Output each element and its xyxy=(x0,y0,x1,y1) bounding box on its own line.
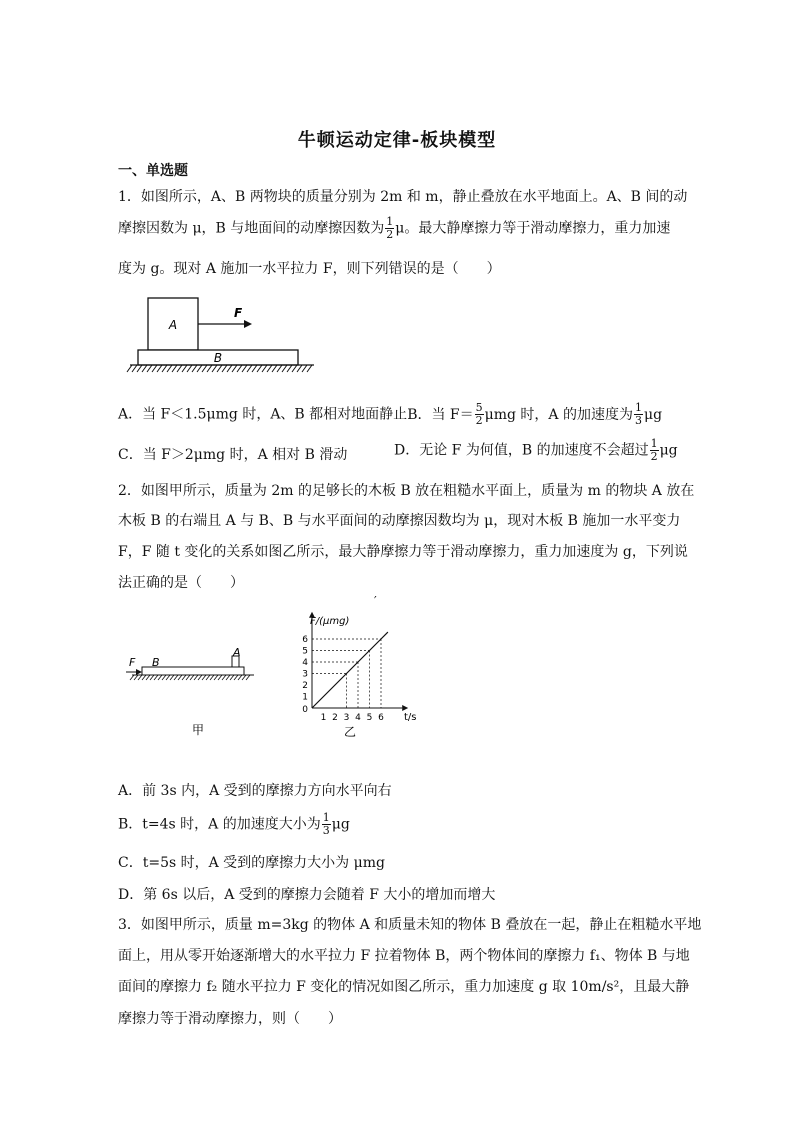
frac-den: 2 xyxy=(650,450,658,463)
q2-line-3: F，F 随 t 变化的关系如图乙所示，最大静摩擦力等于滑动摩擦力，重力加速度为 g，下列说 xyxy=(118,544,688,560)
hatch-stroke xyxy=(287,365,292,372)
hatch-stroke xyxy=(217,365,222,372)
x-tick-label: 4 xyxy=(355,713,361,723)
q2-line-1: 2．如图甲所示，质量为 2m 的足够长的木板 B 放在粗糙水平面上，质量为 m 的物块 A 放在 xyxy=(118,483,695,499)
fraction-half-d xyxy=(650,438,659,463)
q1-option-b xyxy=(407,401,663,427)
frac-den: 2 xyxy=(475,414,483,427)
q2-force-arrowhead xyxy=(136,669,142,675)
hatch-stroke xyxy=(138,675,142,680)
hatch-stroke xyxy=(222,365,227,372)
hatch-stroke xyxy=(130,675,134,680)
hatch-stroke xyxy=(154,675,158,680)
fraction-third xyxy=(634,402,643,427)
q3-line-2: 面上，用从零开始逐渐增大的水平拉力 F 拉着物体 B，两个物体间的摩擦力 f₁、物体 B 与地 xyxy=(118,948,690,964)
y-tick-label: 1 xyxy=(302,692,308,703)
q2-figure-yi-chart xyxy=(282,612,417,744)
hatch-stroke xyxy=(182,365,187,372)
hatch-stroke xyxy=(237,365,242,372)
q1-option-d-part2: μg xyxy=(659,442,678,459)
hatch-stroke xyxy=(202,675,206,680)
q1-line-1: 1．如图所示，A、B 两物块的质量分别为 2m 和 m，静止叠放在水平地面上。A、B 间的动 xyxy=(118,189,688,205)
hatch-stroke xyxy=(232,365,237,372)
y-tick-label: 4 xyxy=(302,658,308,668)
q1-figure xyxy=(124,292,324,382)
q2-block-a-label: A xyxy=(233,646,241,659)
frac-num: 1 xyxy=(322,811,330,824)
force-arrowhead xyxy=(244,320,252,328)
q2-option-c: C．t=5s 时，A 受到的摩擦力大小为 μmg xyxy=(118,855,385,871)
hatch-stroke xyxy=(166,675,170,680)
x-tick-label: 6 xyxy=(378,713,384,723)
x-tick-label: 3 xyxy=(343,713,350,723)
section-heading: 一、单选题 xyxy=(118,163,188,179)
q2-option-b-part2: μg xyxy=(331,816,350,833)
q1-option-b-part2: μmg 时，A 的加速度为 xyxy=(484,406,633,423)
hatch-stroke xyxy=(142,365,147,372)
y-tick-label: 2 xyxy=(302,681,308,691)
q2-force-label: F xyxy=(129,656,136,669)
hatch-stroke xyxy=(267,365,272,372)
force-label: F xyxy=(234,306,243,320)
q1-options-row-1 xyxy=(118,402,662,427)
frac-num: 1 xyxy=(650,437,658,450)
hatch-stroke xyxy=(158,675,162,680)
frac-num: 1 xyxy=(386,215,394,228)
hatch-stroke xyxy=(307,365,312,372)
y-tick-label: 5 xyxy=(302,646,308,657)
q1-line-2a: 摩擦因数为 μ，B 与地面间的动摩擦因数为 xyxy=(118,220,385,237)
hatch-stroke xyxy=(197,365,202,372)
hatch-stroke xyxy=(218,675,222,680)
hatch-stroke xyxy=(182,675,186,680)
x-tick-label: 5 xyxy=(366,713,373,723)
hatch-stroke xyxy=(242,675,246,680)
series-line xyxy=(312,632,388,708)
hatch-stroke xyxy=(177,365,182,372)
hatch-stroke xyxy=(162,675,166,680)
q2-option-b-part1: B．t=4s 时，A 的加速度大小为 xyxy=(118,816,321,833)
q2-ground-hatching xyxy=(130,675,250,680)
hatch-stroke xyxy=(214,675,218,680)
y-tick-label: 3 xyxy=(302,669,308,680)
q2-line-2: 木板 B 的右端且 A 与 B、B 与水平面间的动摩擦因数均为 μ，现对木板 B 施加一水平变力 xyxy=(118,513,681,529)
hatch-stroke xyxy=(257,365,262,372)
fig-caption-yi: 乙 xyxy=(343,725,357,739)
q2-board-b-label: B xyxy=(152,656,160,669)
hatch-stroke xyxy=(142,675,146,680)
q1-line-2 xyxy=(118,216,670,241)
fig-caption-jia: 甲 xyxy=(191,723,205,737)
fraction-half xyxy=(385,216,394,241)
q2-line-4: 法正确的是（ ） xyxy=(118,575,244,591)
q1-option-d-part1: D．无论 F 为何值，B 的加速度不会超过 xyxy=(394,442,649,459)
hatch-stroke xyxy=(198,675,202,680)
fraction-five-half xyxy=(475,402,484,427)
hatch-stroke xyxy=(252,365,257,372)
origin-label: 0 xyxy=(302,705,308,715)
hatch-stroke xyxy=(238,675,242,680)
x-tick-label: 1 xyxy=(320,713,327,723)
q2-option-a: A．前 3s 内，A 受到的摩擦力方向水平向右 xyxy=(118,783,392,799)
hatch-stroke xyxy=(167,365,172,372)
hatch-stroke xyxy=(227,365,232,372)
hatch-stroke xyxy=(246,675,250,680)
q1-option-c: C．当 F＞2μmg 时，A 相对 B 滑动 xyxy=(118,447,348,463)
board-b-label: B xyxy=(213,351,223,365)
frac-num: 5 xyxy=(475,401,483,414)
q1-line-3: 度为 g。现对 A 施加一水平拉力 F，则下列错误的是（ ） xyxy=(118,261,501,277)
page-title: 牛顿运动定律-板块模型 xyxy=(297,130,497,151)
hatch-stroke xyxy=(206,675,210,680)
x-axis-label: t/s xyxy=(403,712,417,723)
q3-line-3: 面间的摩擦力 f₂ 随水平拉力 F 变化的情况如图乙所示，重力加速度 g 取 10m/s²，且最大静 xyxy=(118,979,690,995)
ground-hatching xyxy=(127,365,312,372)
hatch-stroke xyxy=(234,675,238,680)
hatch-stroke xyxy=(146,675,150,680)
hatch-stroke xyxy=(230,675,234,680)
hatch-stroke xyxy=(170,675,174,680)
hatch-stroke xyxy=(292,365,297,372)
hatch-stroke xyxy=(226,675,230,680)
hatch-stroke xyxy=(210,675,214,680)
frac-num: 1 xyxy=(635,401,642,414)
hatch-stroke xyxy=(207,365,212,372)
q1-line-2b: μ。最大静摩擦力等于滑动摩擦力，重力加速 xyxy=(395,220,671,237)
frac-den: 3 xyxy=(635,414,642,427)
hatch-stroke xyxy=(202,365,207,372)
hatch-stroke xyxy=(190,675,194,680)
stray-mark: ′ xyxy=(374,594,377,608)
q1-option-b-part1: B．当 F＝ xyxy=(407,406,474,423)
hatch-stroke xyxy=(187,365,192,372)
hatch-stroke xyxy=(132,365,137,372)
x-tick-label: 2 xyxy=(332,713,338,723)
q1-option-d xyxy=(394,438,678,463)
hatch-stroke xyxy=(162,365,167,372)
q1-option-a: A．当 F＜1.5μmg 时，A、B 都相对地面静止 xyxy=(118,406,408,423)
y-axis-label: F/(μmg) xyxy=(310,616,350,627)
hatch-stroke xyxy=(302,365,307,372)
frac-den: 3 xyxy=(322,824,330,837)
hatch-stroke xyxy=(192,365,197,372)
q1-option-b-part3: μg xyxy=(644,406,663,423)
q2-figure-jia xyxy=(122,646,262,742)
hatch-stroke xyxy=(127,365,132,372)
hatch-stroke xyxy=(247,365,252,372)
hatch-stroke xyxy=(272,365,277,372)
hatch-stroke xyxy=(174,675,178,680)
hatch-stroke xyxy=(212,365,217,372)
hatch-stroke xyxy=(137,365,142,372)
hatch-stroke xyxy=(134,675,138,680)
q2-option-d: D．第 6s 以后，A 受到的摩擦力会随着 F 大小的增加而增大 xyxy=(118,887,496,903)
q3-line-4: 摩擦力等于滑动摩擦力，则（ ） xyxy=(118,1011,342,1027)
hatch-stroke xyxy=(277,365,282,372)
y-tick-label: 6 xyxy=(302,635,308,645)
frac-den: 2 xyxy=(386,228,394,241)
q2-option-b xyxy=(118,812,350,837)
hatch-stroke xyxy=(262,365,267,372)
fraction-third-q2 xyxy=(322,812,331,837)
hatch-stroke xyxy=(152,365,157,372)
hatch-stroke xyxy=(222,675,226,680)
q3-line-1: 3．如图甲所示，质量 m=3kg 的物体 A 和质量未知的物体 B 叠放在一起，静止在粗糙水平地 xyxy=(118,917,702,933)
hatch-stroke xyxy=(297,365,302,372)
hatch-stroke xyxy=(178,675,182,680)
hatch-stroke xyxy=(157,365,162,372)
hatch-stroke xyxy=(172,365,177,372)
hatch-stroke xyxy=(194,675,198,680)
block-a-label: A xyxy=(168,318,178,332)
hatch-stroke xyxy=(147,365,152,372)
hatch-stroke xyxy=(242,365,247,372)
hatch-stroke xyxy=(150,675,154,680)
x-axis-arrowhead xyxy=(402,705,408,711)
hatch-stroke xyxy=(186,675,190,680)
hatch-stroke xyxy=(282,365,287,372)
